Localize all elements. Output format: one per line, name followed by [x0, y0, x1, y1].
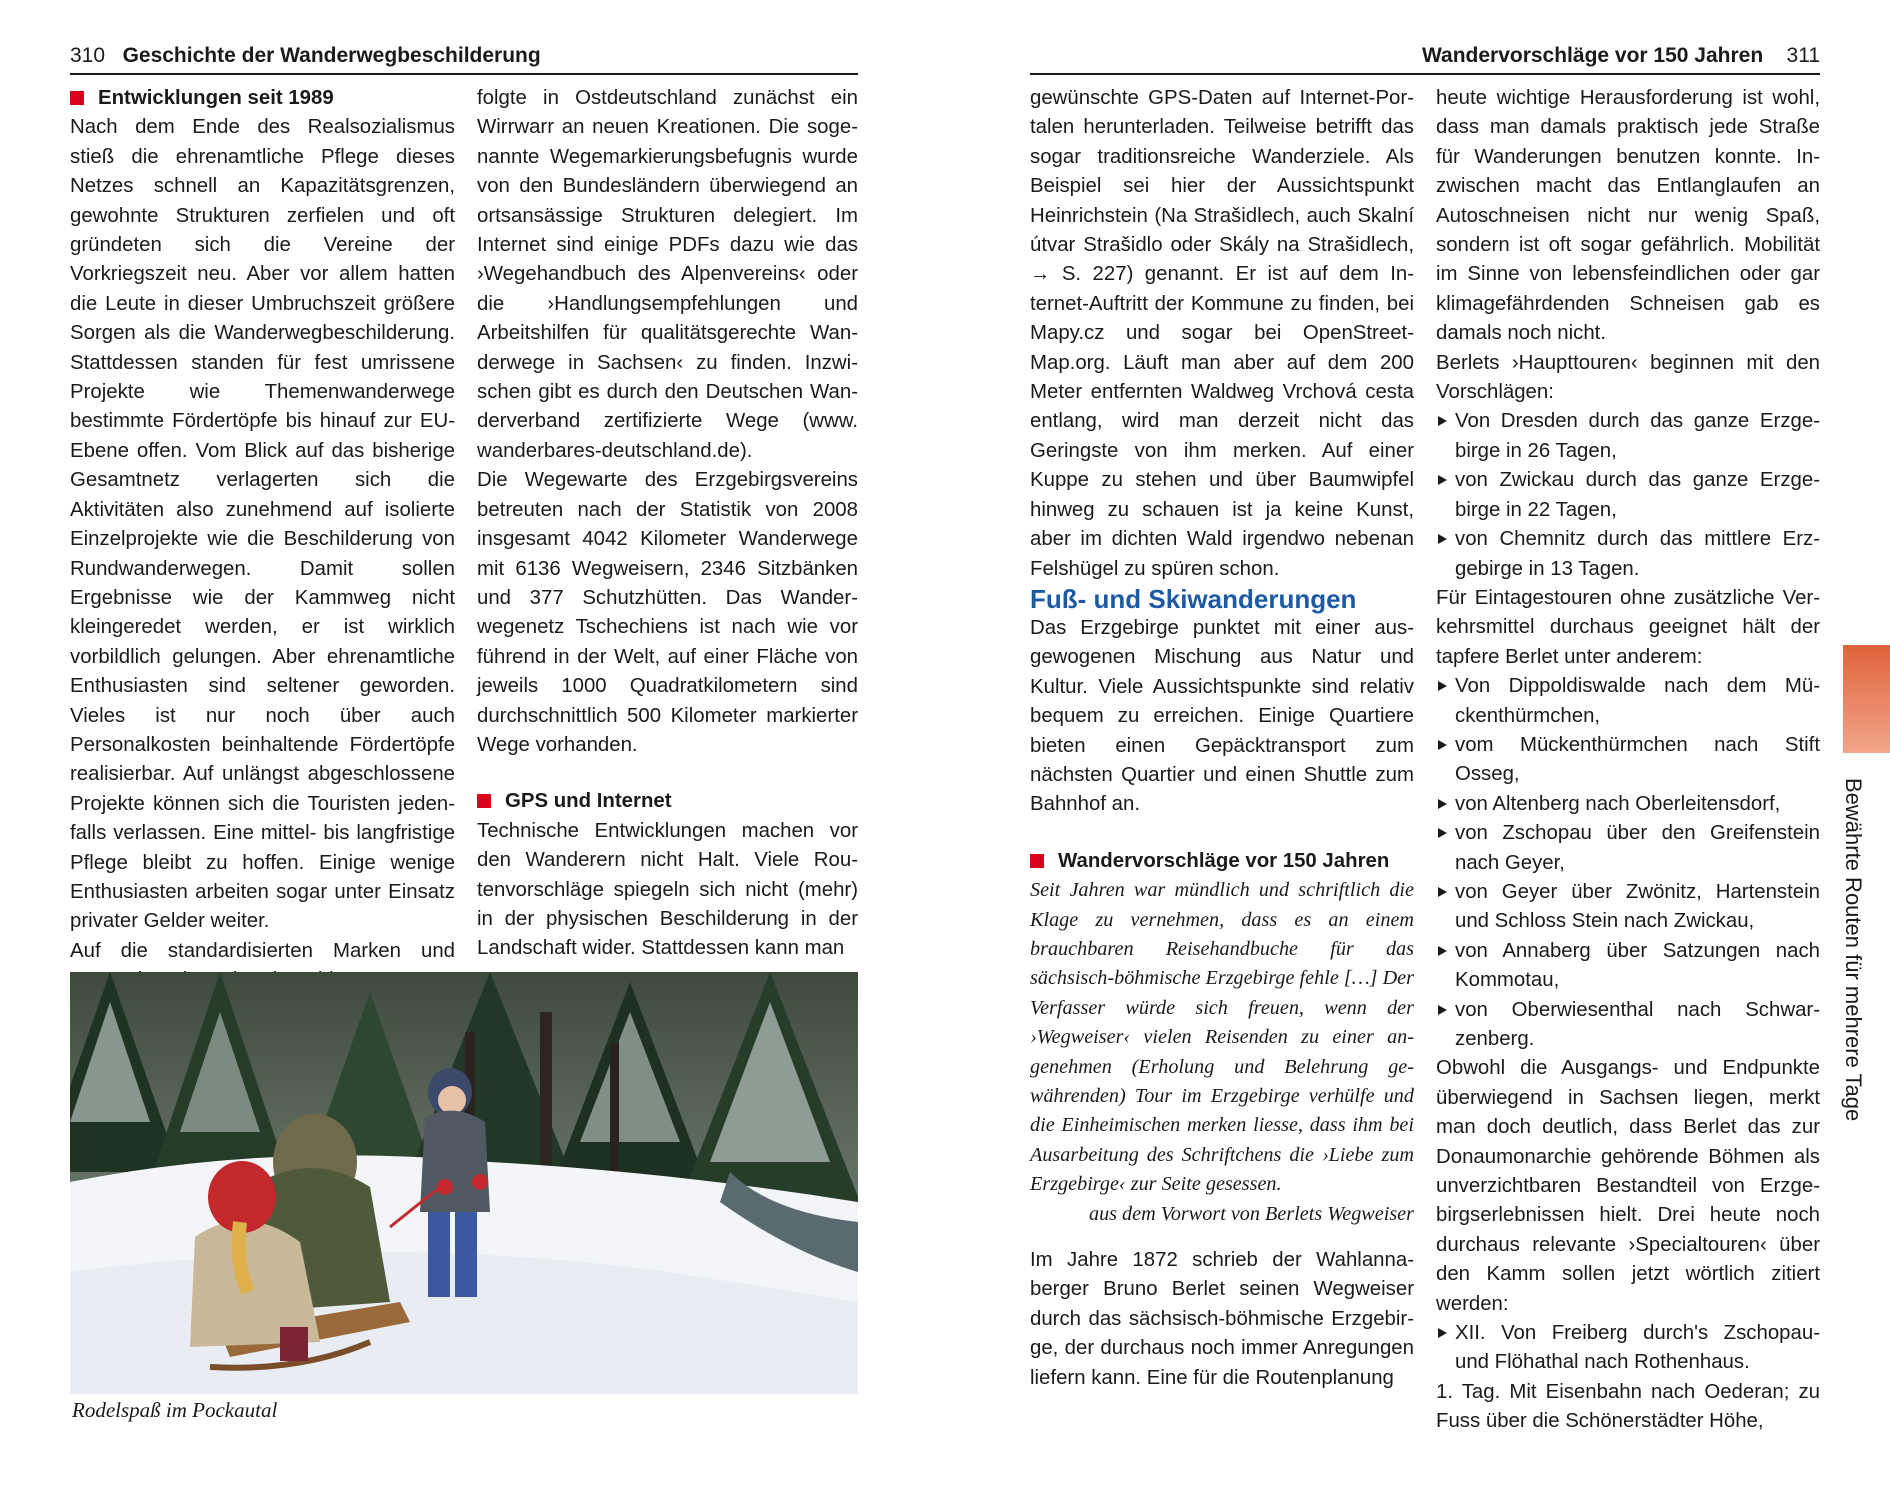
quote-text: Seit Jahren war mündlich und schriftlich die Klage zu vernehmen, dass es an einem brauchbaren Reisehandbuche für das sächsisch-böhmische Erzgebirge fehle […] Der Verfasser würde sich freuen, wenn der ›Wegweiser‹ vielen Reisenden zu einer angenehmen (Erholung und Belehrung gewährenden) Tour im Erzgebirge verhülfe und die Einheimischen merken liesse, dass ihm bei Ausarbeitung des Schriftchens die ›Liebe zum Erzgebirge‹ zur Seite gesessen.: [1030, 879, 1414, 1196]
list-item: von Oberwiesenthal nach Schwarzenberg.: [1436, 996, 1820, 1055]
list-item: von Altenberg nach Oberleitensdorf,: [1436, 790, 1820, 819]
subheading-wandervorschlaege: Wandervorschläge vor 150 Jahren: [1030, 847, 1414, 876]
paragraph: Technische Entwicklungen machen vor den Wanderern nicht Halt. Viele Routenvorschläge spiegeln sich nicht (mehr) in der physischen Beschilderung in der Landschaft wider. Stattdessen kann man: [477, 819, 858, 960]
day-tours-list: [1436, 672, 1820, 1054]
special-tour-list: [1436, 1319, 1820, 1378]
left-running-title: Geschichte der Wanderwegbeschilderung: [122, 44, 541, 67]
paragraph: folgte in Ostdeutschland zunächst ein Wirrwarr an neuen Kreationen. Die sogenannte Wegemarkierungsbefugnis wurde von den Bundesländern überwiegend an ortsansässige Strukturen delegiert. Im Internet sind einige PDFs dazu wie das ›Wegehandbuch des Alpenvereins‹ oder die ›Handlungsempfehlungen und Arbeitshilfen für qualitätsgerechte Wanderwege in Sachsen‹ zu finden. Inzwischen gibt es durch den Deutschen Wanderverband zertifizierte Wege (www.​wanderbares-deutschland.de).: [477, 87, 858, 462]
list-item: von Geyer über Zwönitz, Hartenstein und Schloss Stein nach Zwickau,: [1436, 878, 1820, 937]
list-item: von Zwickau durch das ganze Erzgebirge in 22 Tagen,: [1436, 466, 1820, 525]
right-page-header: [1422, 44, 1820, 68]
red-square-icon: [70, 91, 84, 105]
main-tours-list: [1436, 407, 1820, 583]
left-page-column-2: [477, 84, 858, 964]
left-page-number: 310: [70, 44, 106, 67]
paragraph: Obwohl die Ausgangs- und Endpunkte überwiegend in Sachsen liegen, merkt man doch deutlich, dass Berlet das zur Donaumonarchie gehörende Böhmen als unverzichtbaren Bestandteil von Erzgebirgserlebnissen hielt. Drei heute noch durchaus relevante ›Specialtouren‹ über den Kamm sollen jetzt wörtlich zitiert werden:: [1436, 1057, 1820, 1315]
subheading-gps: GPS und Internet: [477, 787, 858, 816]
paragraph: gewünschte GPS-Daten auf Internet-Portalen herunterladen. Teilweise betrifft das sogar traditionsreiche Wanderziele. Als Beispiel sei hier der Aussichtspunkt Heinrichstein (Na Strašidlech, auch Skalní útvar Strašidlo oder Skály na Strašidlech, → S. 227) genannt. Er ist auf dem Internet-Auftritt der Kommune zu finden, bei Mapy.cz und sogar bei OpenStreetMap.org. Läuft man aber auf dem 200 Meter entfernten Waldweg Vrchová cesta entlang, wird man derzeit nicht das Geringste von ihm merken. Auf einer Kuppe zu stehen und über Baumwipfel hinweg zu schauen ist ja keine Kunst, aber im dichten Wald irgendwo nebenan Felshügel zu spüren schon.: [1030, 87, 1414, 580]
quote-source: aus dem Vorwort von Berlets Wegweiser: [1088, 1202, 1414, 1225]
subheading-entwicklungen: Entwicklungen seit 1989: [70, 84, 455, 113]
paragraph: Auf die standardisierten Marken und: [70, 939, 455, 962]
left-page-header: [70, 44, 541, 68]
paragraph: Das Erzgebirge punktet mit einer ausgewogenen Mischung aus Natur und Kultur. Viele Aussichtspunkte sind relativ bequem zu erreichen. Einige Quartiere bieten einen Gepäcktransport zum nächsten Quartier und einen Shuttle zum Bahnhof an.: [1030, 616, 1414, 816]
list-item: Von Dresden durch das ganze Erzgebirge in 26 Tagen,: [1436, 407, 1820, 466]
list-item: vom Mückenthürmchen nach Stift Osseg,: [1436, 731, 1820, 790]
list-item: XII. Von Freiberg durch's Zschopau- und Flöhathal nach Rothenhaus.: [1436, 1319, 1820, 1378]
sledding-scene-illustration: [70, 972, 858, 1394]
list-item: von Zschopau über den Greifenstein nach Geyer,: [1436, 819, 1820, 878]
right-page-number: 311: [1786, 44, 1820, 67]
right-page-column-1: [1030, 84, 1414, 1393]
chapter-thumb-tab: [1843, 645, 1890, 753]
photo-caption: Rodelspaß im Pockautal: [72, 1398, 278, 1422]
paragraph: heute wichtige Herausforderung ist wohl, dass man damals praktisch jede Straße für Wanderungen benutzen konnte. Inzwischen macht das Entlanglaufen an Autoschneisen nicht nur wenig Spaß, sondern ist oft sogar gefährlich. Mobilität im Sinne von lebensfeindlichen oder gar klimagefährdenden Schneisen gab es damals noch nicht.: [1436, 87, 1820, 345]
paragraph: Nach dem Ende des Realsozialismus stieß die ehrenamtliche Pflege dieses Netzes schnell an Kapazitätsgrenzen, gewohnte Strukturen zerfielen und oft gründeten sich die Vereine der Vorkriegszeit neu. Aber vor allem hatten die Leute in dieser Umbruchszeit größere Sorgen als die Wanderwegbeschilderung. Stattdessen standen für fest umrissene Projekte wie Themenwanderwege bestimmte Fördertöpfe bis hinauf zur EU-Ebene offen. Vom Blick auf das bisherige Gesamtnetz verlagerten sich die Aktivitäten also zunehmend auf isolierte Einzelprojekte wie die Beschilderung von Rundwanderwegen. Damit sollen Ergebnisse wie der Kammweg nicht kleingeredet werden, er ist wirklich vorbildlich gelungen. Aber ehrenamtliche Enthusiasten sind seltener geworden. Vieles ist nur noch über auch Personalkosten beinhaltende Fördertöpfe realisierbar. Auf unlängst abgeschlossene Projekte können sich die Touristen jedenfalls verlassen. Eine mittel- bis langfristige Pflege bleibt zu hoffen. Einige wenige Enthusiasten arbeiten sogar unter Einsatz privater Gelder weiter.: [70, 116, 455, 933]
chapter-side-label: Bewährte Routen für mehrere Tage: [1841, 778, 1866, 1122]
photo-sledding: [70, 972, 858, 1394]
list-item: von Annaberg über Satzungen nach Kommotau,: [1436, 937, 1820, 996]
left-page-column-1: [70, 84, 455, 996]
left-header-rule: [70, 73, 858, 75]
paragraph: Für Eintagestouren ohne zusätzliche Verkehrsmittel durchaus geeignet hält der tapfere Berlet unter anderem:: [1436, 586, 1820, 668]
paragraph: Im Jahre 1872 schrieb der Wahlannaberger Bruno Berlet seinen Wegweiser durch das sächsisch-böhmische Erzgebirge, der durchaus noch immer Anregungen liefern kann. Eine für die Routenplanung: [1030, 1249, 1414, 1389]
paragraph: Berlets ›Haupttouren‹ beginnen mit den Vorschlägen:: [1436, 351, 1820, 404]
list-item: von Chemnitz durch das mittlere Erzgebirge in 13 Tagen.: [1436, 525, 1820, 584]
list-item: Von Dippoldiswalde nach dem Mückenthürmchen,: [1436, 672, 1820, 731]
red-square-icon: [1030, 854, 1044, 868]
red-square-icon: [477, 794, 491, 808]
right-page-column-2: [1436, 84, 1820, 1437]
right-running-title: Wandervorschläge vor 150 Jahren: [1421, 44, 1764, 67]
paragraph: Die Wegewarte des Erzgebirgsvereins betreuten nach der Statistik von 2008 insgesamt 4042 Kilometer Wanderwege mit 6136 Wegweisern, 2346 Sitzbänken und 377 Schutzhütten. Das Wanderwegenetz Tschechiens ist nach wie vor führend in der Welt, auf einer Fläche von jeweils 1000 Quadratkilometern sind durchschnittlich 500 Kilometer markierter Wege vorhanden.: [477, 469, 858, 756]
right-header-rule: [1030, 73, 1820, 75]
section-heading: Fuß- und Skiwanderungen: [1030, 583, 1357, 614]
paragraph: 1. Tag. Mit Eisenbahn nach Oederan; zu Fuss über die Schönerstädter Höhe,: [1436, 1380, 1820, 1433]
